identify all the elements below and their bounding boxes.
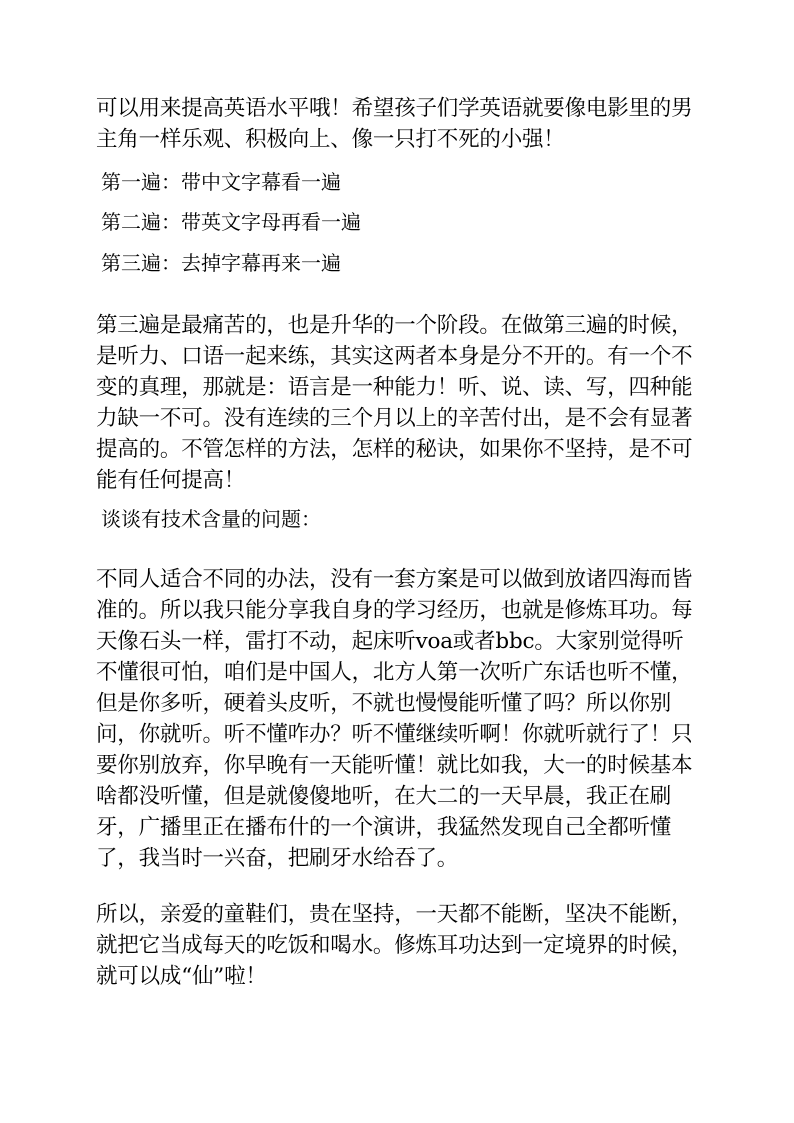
step-one-line: 第一遍：带中文字幕看一遍 [101, 170, 341, 194]
intro-paragraph: 可以用来提高英语水平哦！希望孩子们学英语就要像电影里的男主角一样乐观、积极向上、像一只打不死的小强！ [96, 96, 693, 152]
step-two-line: 第二遍：带英文字母再看一遍 [101, 210, 361, 234]
technical-question-heading: 谈谈有技术含量的问题： [101, 507, 321, 531]
third-pass-paragraph: 第三遍是最痛苦的，也是升华的一个阶段。在做第三遍的时候，是听力、口语一起来练，其实这两者本身是分不开的。有一个不变的真理，那就是：语言是一种能力！听、说、读、写，四种能力缺一不可。没有连续的三个月以上的辛苦付出，是不会有显著提高的。不管怎样的方法，怎样的秘诀，如果你不坚持，是不可能有任何提高！ [96, 313, 693, 493]
conclusion-paragraph: 所以，亲爱的童鞋们，贵在坚持，一天都不能断，坚决不能断，就把它当成每天的吃饭和喝水。修炼耳功达到一定境界的时候，就可以成“仙”啦！ [96, 902, 693, 989]
step-three-line: 第三遍：去掉字幕再来一遍 [101, 251, 341, 275]
method-paragraph: 不同人适合不同的办法，没有一套方案是可以做到放诸四海而皆准的。所以我只能分享我自身的学习经历，也就是修炼耳功。每天像石头一样，雷打不动，起床听voa或者bbc。大家别觉得听不懂很可怕，咱们是中国人，北方人第一次听广东话也听不懂，但是你多听，硬着头皮听，不就也慢慢能听懂了吗？所以你别问，你就听。听不懂咋办？听不懂继续听啊！你就听就行了！只要你别放弃，你早晚有一天能听懂！就比如我，大一的时候基本啥都没听懂，但是就傻傻地听，在大二的一天早晨，我正在刷牙，广播里正在播布什的一个演讲，我猛然发现自己全都听懂了，我当时一兴奋，把刷牙水给吞了。 [96, 567, 693, 871]
